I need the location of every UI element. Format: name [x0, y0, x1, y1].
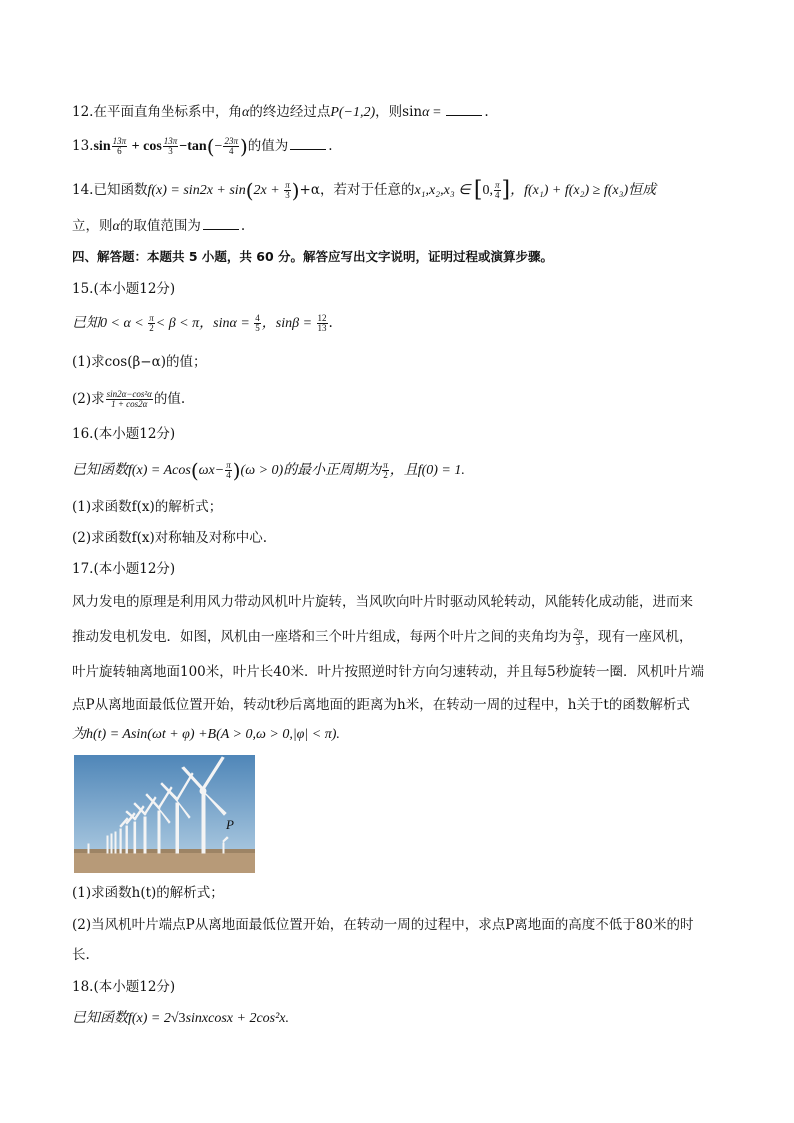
answer-blank[interactable] — [446, 103, 482, 116]
question-17-part2: (2)当风机叶片端点P从离地面最低位置开始，在转动一周的过程中，求点P离地面的高度不低于80米的时 — [72, 917, 694, 933]
question-14-line2: 立，则α的取值范围为 . — [72, 218, 246, 234]
question-15-heading: 15.(本小题12分) — [72, 281, 176, 297]
fraction: $\frac{13\pi}{3}$ — [163, 136, 178, 156]
question-17-heading: 17.(本小题12分) — [72, 561, 176, 577]
wind-turbine-figure — [74, 755, 255, 873]
question-17-text-1: 风力发电的原理是利用风力带动风机叶片旋转，当风吹向叶片时驱动风轮转动，风能转化成动能，进而来 — [72, 594, 693, 610]
question-15-part2: (2)求 $\frac{\text{sin2α−cos²α}}{1 + \cos 2\alpha}$ 的值. — [72, 389, 186, 409]
fraction: $\frac{\pi}{4}$ — [226, 460, 231, 480]
fraction: $\frac{\pi}{2}$ — [383, 460, 388, 480]
fraction: $\frac{12}{13}$ — [317, 313, 327, 333]
wind-turbine-image — [74, 755, 255, 873]
question-13: 13.sin $\frac{13\pi}{6}$ + cos $\frac{13\pi}{3}$ −tan(− $\frac{23\pi}{4}$ )的值为 . — [72, 134, 333, 159]
fraction: $\frac{\pi}{2}$ — [149, 313, 154, 333]
section-heading: 四、解答题：本题共 5 小题，共 60 分。解答应写出文字说明，证明过程或演算步骤。 — [72, 249, 554, 264]
question-16-given: 已知函数f(x) = Acos(ωx− $\frac{\pi}{4}$ )(ω > 0)的最小正周期为 $\frac{\pi}{2}$ ，且f(0) = 1. — [72, 458, 465, 483]
question-15-given: 已知0 < α < $\frac{\pi}{2}$ < β < π，sinα = $\frac{4}{5}$ ，sinβ = $\frac{12}{13}$ . — [72, 313, 333, 333]
question-14-line1: 14.已知函数f(x) = sin2x + sin(2x + $\frac{\pi}{3}$ )+α，若对于任意的x₁,x₂,x₃ ∈ [0, $\frac{\pi}{4}$ ]，f(x₁) + f(x₂) ≥ f(x₃)恒成 — [72, 177, 657, 203]
question-17-text-4: 点P从离地面最低位置开始，转动t秒后离地面的距离为h米，在转动一周的过程中，h关于t的函数解析式 — [72, 697, 690, 713]
fraction: $\frac{4}{5}$ — [255, 313, 260, 333]
answer-blank[interactable] — [290, 137, 326, 150]
question-15-part1: (1)求cos(β−α)的值； — [72, 354, 207, 370]
question-16-part2: (2)求函数f(x)对称轴及对称中心. — [72, 530, 268, 546]
fraction: $\frac{23\pi}{4}$ — [224, 136, 238, 156]
fraction: $\frac{13\pi}{6}$ — [112, 136, 127, 156]
question-16-heading: 16.(本小题12分) — [72, 426, 176, 442]
question-17-part2-cont: 长. — [72, 947, 90, 963]
question-17-text-3: 叶片旋转轴离地面100米，叶片长40米．叶片按照逆时针方向匀速转动，并且每5秒旋转一圈．风机叶片端 — [72, 664, 705, 680]
question-18-heading: 18.(本小题12分) — [72, 979, 176, 995]
fraction: $\frac{\pi}{3}$ — [285, 180, 290, 200]
question-18-given: 已知函数f(x) = 2√3sinxcosx + 2cos²x. — [72, 1011, 290, 1026]
point-p-label: P — [226, 817, 234, 832]
question-17-part1: (1)求函数h(t)的解析式； — [72, 885, 224, 901]
question-12: 12.在平面直角坐标系中，角α的终边经过点P(−1,2)，则sinα = . — [72, 104, 489, 120]
question-17-text-5: 为h(t) = Asin(ωt + φ) +B(A > 0,ω > 0,|φ| < π). — [72, 727, 340, 742]
question-17-text-2: 推动发电机发电．如图，风机由一座塔和三个叶片组成，每两个叶片之间的夹角均为 $\frac{2\pi}{3}$ ，现有一座风机， — [72, 627, 693, 647]
question-16-part1: (1)求函数f(x)的解析式； — [72, 499, 223, 515]
fraction: $\frac{\text{sin2α−cos²α}}{1 + \cos 2\alpha}$ — [106, 389, 152, 409]
fraction: $\frac{2\pi}{3}$ — [573, 627, 583, 647]
answer-blank[interactable] — [203, 217, 239, 230]
fraction: $\frac{\pi}{4}$ — [495, 180, 500, 200]
